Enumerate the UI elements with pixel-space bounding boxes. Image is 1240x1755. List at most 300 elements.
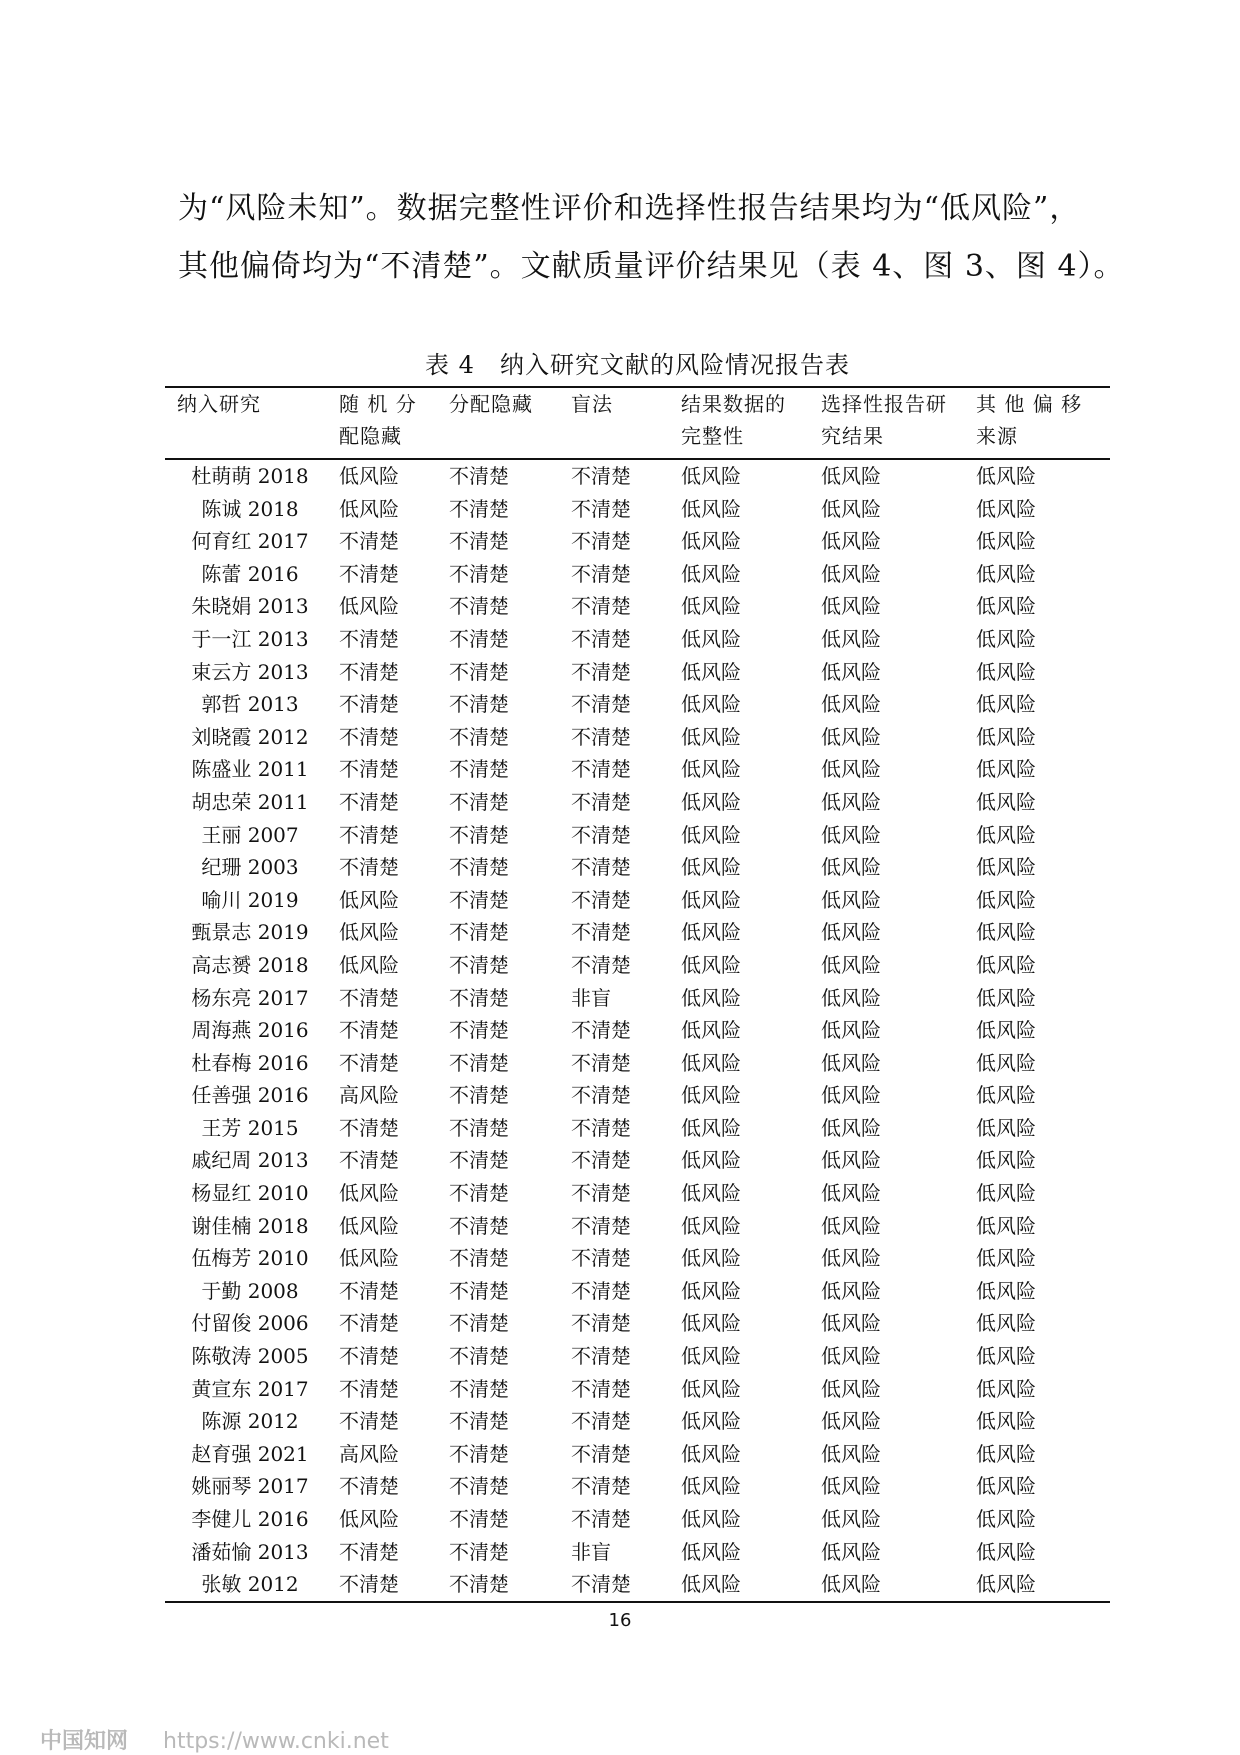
cell-study: 刘晓霞 2012 bbox=[191, 724, 309, 749]
cell-random-sequence: 不清楚 bbox=[339, 1409, 399, 1434]
cell-study: 胡忠荣 2011 bbox=[191, 789, 309, 814]
cell-study: 于一江 2013 bbox=[191, 626, 309, 651]
cell-random-sequence: 不清楚 bbox=[339, 1474, 399, 1499]
cell-allocation-concealment: 不清楚 bbox=[449, 1441, 509, 1466]
cell-selective-reporting: 低风险 bbox=[821, 1572, 881, 1597]
cell-other-bias: 低风险 bbox=[976, 1050, 1036, 1075]
cell-study: 陈源 2012 bbox=[201, 1409, 299, 1434]
table-row bbox=[165, 786, 1110, 819]
cell-allocation-concealment: 不清楚 bbox=[449, 724, 509, 749]
cell-allocation-concealment: 不清楚 bbox=[449, 1018, 509, 1043]
table-row bbox=[165, 1275, 1110, 1308]
cell-allocation-concealment: 不清楚 bbox=[449, 464, 509, 488]
cell-other-bias: 低风险 bbox=[976, 561, 1036, 586]
table-row bbox=[165, 721, 1110, 754]
cell-study: 戚纪周 2013 bbox=[191, 1148, 309, 1173]
cell-blinding: 不清楚 bbox=[571, 496, 631, 521]
cell-blinding: 不清楚 bbox=[571, 1344, 631, 1369]
cell-allocation-concealment: 不清楚 bbox=[449, 626, 509, 651]
cell-random-sequence: 不清楚 bbox=[339, 1050, 399, 1075]
cell-study: 付留俊 2006 bbox=[191, 1311, 309, 1336]
cell-study: 姚丽琴 2017 bbox=[191, 1474, 309, 1499]
cell-random-sequence: 不清楚 bbox=[339, 1539, 399, 1564]
cell-allocation-concealment: 不清楚 bbox=[449, 1344, 509, 1369]
cell-allocation-concealment: 不清楚 bbox=[449, 1539, 509, 1564]
cell-random-sequence: 不清楚 bbox=[339, 561, 399, 586]
cell-other-bias: 低风险 bbox=[976, 985, 1036, 1010]
cell-selective-reporting: 低风险 bbox=[821, 1344, 881, 1369]
cell-selective-reporting: 低风险 bbox=[821, 1474, 881, 1499]
cell-selective-reporting: 低风险 bbox=[821, 496, 881, 521]
cell-outcome-data: 低风险 bbox=[681, 1246, 741, 1271]
cell-other-bias: 低风险 bbox=[976, 1181, 1036, 1206]
cell-allocation-concealment: 不清楚 bbox=[449, 1246, 509, 1271]
risk-of-bias-table bbox=[165, 386, 1110, 1603]
table-row bbox=[165, 493, 1110, 526]
cell-allocation-concealment: 不清楚 bbox=[449, 757, 509, 782]
cell-random-sequence: 不清楚 bbox=[339, 985, 399, 1010]
cell-random-sequence: 不清楚 bbox=[339, 1572, 399, 1597]
cell-allocation-concealment: 不清楚 bbox=[449, 1115, 509, 1140]
cell-study: 束云方 2013 bbox=[191, 659, 309, 684]
cell-allocation-concealment: 不清楚 bbox=[449, 920, 509, 945]
cell-allocation-concealment: 不清楚 bbox=[449, 1213, 509, 1238]
cell-blinding: 不清楚 bbox=[571, 1018, 631, 1043]
cell-outcome-data: 低风险 bbox=[681, 952, 741, 977]
cell-other-bias: 低风险 bbox=[976, 952, 1036, 977]
cell-study: 任善强 2016 bbox=[191, 1083, 309, 1108]
cell-outcome-data: 低风险 bbox=[681, 1572, 741, 1597]
table-row bbox=[165, 1340, 1110, 1373]
cell-other-bias: 低风险 bbox=[976, 822, 1036, 847]
cell-blinding: 非盲 bbox=[571, 985, 611, 1010]
cell-blinding: 不清楚 bbox=[571, 1409, 631, 1434]
cell-other-bias: 低风险 bbox=[976, 920, 1036, 945]
header-line: 选择性报告研 bbox=[821, 392, 947, 416]
header-line: 盲法 bbox=[571, 392, 613, 416]
cell-outcome-data: 低风险 bbox=[681, 1181, 741, 1206]
cell-allocation-concealment: 不清楚 bbox=[449, 594, 509, 619]
cell-other-bias: 低风险 bbox=[976, 1148, 1036, 1173]
table-row bbox=[165, 884, 1110, 917]
cell-outcome-data: 低风险 bbox=[681, 659, 741, 684]
cell-allocation-concealment: 不清楚 bbox=[449, 1181, 509, 1206]
cell-selective-reporting: 低风险 bbox=[821, 1050, 881, 1075]
cell-outcome-data: 低风险 bbox=[681, 1278, 741, 1303]
table-row bbox=[165, 1503, 1110, 1536]
watermark-url: https://www.cnki.net bbox=[163, 1729, 389, 1754]
cell-outcome-data: 低风险 bbox=[681, 822, 741, 847]
cell-other-bias: 低风险 bbox=[976, 1539, 1036, 1564]
cell-random-sequence: 不清楚 bbox=[339, 724, 399, 749]
cell-blinding: 不清楚 bbox=[571, 1050, 631, 1075]
cell-other-bias: 低风险 bbox=[976, 496, 1036, 521]
cell-allocation-concealment: 不清楚 bbox=[449, 1083, 509, 1108]
paragraph-line-2: 其他偏倚均为“不清楚”。文献质量评价结果见（表 4、图 3、图 4）。 bbox=[178, 249, 1125, 284]
table-row bbox=[165, 1405, 1110, 1438]
table-row bbox=[165, 558, 1110, 591]
cell-blinding: 不清楚 bbox=[571, 1115, 631, 1140]
cell-other-bias: 低风险 bbox=[976, 887, 1036, 912]
cell-study: 杨显红 2010 bbox=[191, 1181, 309, 1206]
cell-outcome-data: 低风险 bbox=[681, 855, 741, 880]
cell-allocation-concealment: 不清楚 bbox=[449, 659, 509, 684]
cell-outcome-data: 低风险 bbox=[681, 1441, 741, 1466]
cell-blinding: 不清楚 bbox=[571, 855, 631, 880]
cell-selective-reporting: 低风险 bbox=[821, 626, 881, 651]
table-row bbox=[165, 1373, 1110, 1406]
cell-random-sequence: 不清楚 bbox=[339, 1311, 399, 1336]
cell-study: 赵育强 2021 bbox=[191, 1441, 309, 1466]
cell-random-sequence: 不清楚 bbox=[339, 692, 399, 717]
cell-allocation-concealment: 不清楚 bbox=[449, 952, 509, 977]
cell-allocation-concealment: 不清楚 bbox=[449, 855, 509, 880]
cell-outcome-data: 低风险 bbox=[681, 1539, 741, 1564]
table-caption: 表 4 纳入研究文献的风险情况报告表 bbox=[425, 351, 850, 379]
cell-study: 陈诚 2018 bbox=[201, 496, 299, 521]
paragraph-line-1: 为“风险未知”。数据完整性评价和选择性报告结果均为“低风险”， bbox=[178, 191, 1081, 226]
cell-allocation-concealment: 不清楚 bbox=[449, 1311, 509, 1336]
cell-selective-reporting: 低风险 bbox=[821, 464, 881, 488]
table-row bbox=[165, 1112, 1110, 1145]
cell-random-sequence: 高风险 bbox=[339, 1083, 399, 1108]
header-other-bias bbox=[972, 387, 1110, 459]
table-row bbox=[165, 1536, 1110, 1569]
cell-random-sequence: 不清楚 bbox=[339, 1018, 399, 1043]
table-row bbox=[165, 1210, 1110, 1243]
table-row bbox=[165, 753, 1110, 786]
table-row bbox=[165, 1177, 1110, 1210]
cell-other-bias: 低风险 bbox=[976, 1409, 1036, 1434]
cell-random-sequence: 低风险 bbox=[339, 920, 399, 945]
cell-selective-reporting: 低风险 bbox=[821, 1213, 881, 1238]
cell-blinding: 不清楚 bbox=[571, 594, 631, 619]
table-row bbox=[165, 916, 1110, 949]
cell-random-sequence: 低风险 bbox=[339, 1213, 399, 1238]
cell-allocation-concealment: 不清楚 bbox=[449, 692, 509, 717]
cell-selective-reporting: 低风险 bbox=[821, 920, 881, 945]
cell-blinding: 不清楚 bbox=[571, 1213, 631, 1238]
cell-other-bias: 低风险 bbox=[976, 1474, 1036, 1499]
table-row bbox=[165, 1438, 1110, 1471]
cell-random-sequence: 低风险 bbox=[339, 594, 399, 619]
header-line: 究结果 bbox=[821, 424, 884, 448]
cell-blinding: 非盲 bbox=[571, 1539, 611, 1564]
cell-selective-reporting: 低风险 bbox=[821, 1115, 881, 1140]
cell-blinding: 不清楚 bbox=[571, 529, 631, 554]
cell-outcome-data: 低风险 bbox=[681, 594, 741, 619]
table-row bbox=[165, 851, 1110, 884]
cell-outcome-data: 低风险 bbox=[681, 1409, 741, 1434]
header-line: 来源 bbox=[976, 424, 1018, 448]
table-row bbox=[165, 949, 1110, 982]
cell-outcome-data: 低风险 bbox=[681, 529, 741, 554]
cell-other-bias: 低风险 bbox=[976, 1278, 1036, 1303]
cell-blinding: 不清楚 bbox=[571, 1376, 631, 1401]
cell-other-bias: 低风险 bbox=[976, 1344, 1036, 1369]
cell-allocation-concealment: 不清楚 bbox=[449, 1409, 509, 1434]
cell-blinding: 不清楚 bbox=[571, 1181, 631, 1206]
cell-selective-reporting: 低风险 bbox=[821, 822, 881, 847]
cell-other-bias: 低风险 bbox=[976, 692, 1036, 717]
header-line: 其 他 偏 移 bbox=[976, 392, 1083, 416]
table-row bbox=[165, 1014, 1110, 1047]
cell-outcome-data: 低风险 bbox=[681, 1507, 741, 1531]
header-outcome-data bbox=[677, 387, 817, 459]
cell-study: 王芳 2015 bbox=[201, 1115, 299, 1140]
cell-blinding: 不清楚 bbox=[571, 1148, 631, 1173]
cell-outcome-data: 低风险 bbox=[681, 1115, 741, 1140]
cell-blinding: 不清楚 bbox=[571, 822, 631, 847]
header-line: 配隐藏 bbox=[339, 424, 402, 448]
cell-random-sequence: 不清楚 bbox=[339, 757, 399, 782]
cell-blinding: 不清楚 bbox=[571, 1083, 631, 1108]
cell-study: 李健儿 2016 bbox=[191, 1507, 309, 1531]
cell-outcome-data: 低风险 bbox=[681, 1018, 741, 1043]
cell-random-sequence: 不清楚 bbox=[339, 626, 399, 651]
cell-study: 杜萌萌 2018 bbox=[191, 464, 309, 488]
cell-blinding: 不清楚 bbox=[571, 1507, 631, 1531]
table-row bbox=[165, 819, 1110, 852]
cell-other-bias: 低风险 bbox=[976, 1246, 1036, 1271]
cell-blinding: 不清楚 bbox=[571, 952, 631, 977]
cell-outcome-data: 低风险 bbox=[681, 985, 741, 1010]
table-row bbox=[165, 525, 1110, 558]
cell-study: 张敏 2012 bbox=[201, 1572, 299, 1597]
header-line: 结果数据的 bbox=[681, 392, 786, 416]
cell-selective-reporting: 低风险 bbox=[821, 789, 881, 814]
cell-selective-reporting: 低风险 bbox=[821, 952, 881, 977]
cell-blinding: 不清楚 bbox=[571, 659, 631, 684]
header-study bbox=[165, 387, 335, 459]
table-header-row bbox=[165, 387, 1110, 459]
cell-outcome-data: 低风险 bbox=[681, 724, 741, 749]
cell-random-sequence: 不清楚 bbox=[339, 855, 399, 880]
cell-blinding: 不清楚 bbox=[571, 561, 631, 586]
cell-outcome-data: 低风险 bbox=[681, 464, 741, 488]
cell-outcome-data: 低风险 bbox=[681, 496, 741, 521]
cell-study: 杨东亮 2017 bbox=[191, 985, 309, 1010]
cell-allocation-concealment: 不清楚 bbox=[449, 1148, 509, 1173]
cell-study: 陈蕾 2016 bbox=[201, 561, 299, 586]
cell-other-bias: 低风险 bbox=[976, 1507, 1036, 1531]
cell-random-sequence: 不清楚 bbox=[339, 822, 399, 847]
cell-blinding: 不清楚 bbox=[571, 1246, 631, 1271]
cell-selective-reporting: 低风险 bbox=[821, 1507, 881, 1531]
header-line: 分配隐藏 bbox=[449, 392, 533, 416]
cell-selective-reporting: 低风险 bbox=[821, 1018, 881, 1043]
table-row bbox=[165, 1568, 1110, 1602]
cell-other-bias: 低风险 bbox=[976, 789, 1036, 814]
watermark-logo: 中国知网 bbox=[40, 1729, 129, 1754]
cell-other-bias: 低风险 bbox=[976, 529, 1036, 554]
cell-blinding: 不清楚 bbox=[571, 1572, 631, 1597]
cell-random-sequence: 不清楚 bbox=[339, 529, 399, 554]
body-paragraph bbox=[178, 180, 1125, 296]
cell-random-sequence: 不清楚 bbox=[339, 789, 399, 814]
cell-study: 王丽 2007 bbox=[201, 822, 299, 847]
cell-selective-reporting: 低风险 bbox=[821, 724, 881, 749]
header-line: 纳入研究 bbox=[177, 392, 261, 416]
cell-random-sequence: 不清楚 bbox=[339, 1344, 399, 1369]
cell-blinding: 不清楚 bbox=[571, 464, 631, 488]
cell-other-bias: 低风险 bbox=[976, 757, 1036, 782]
cell-selective-reporting: 低风险 bbox=[821, 1409, 881, 1434]
cell-blinding: 不清楚 bbox=[571, 920, 631, 945]
cell-selective-reporting: 低风险 bbox=[821, 1148, 881, 1173]
cell-allocation-concealment: 不清楚 bbox=[449, 789, 509, 814]
cell-outcome-data: 低风险 bbox=[681, 1213, 741, 1238]
cell-other-bias: 低风险 bbox=[976, 1376, 1036, 1401]
cell-study: 黄宣东 2017 bbox=[191, 1376, 309, 1401]
cell-other-bias: 低风险 bbox=[976, 1572, 1036, 1597]
cell-random-sequence: 不清楚 bbox=[339, 1278, 399, 1303]
cell-other-bias: 低风险 bbox=[976, 1441, 1036, 1466]
cell-outcome-data: 低风险 bbox=[681, 887, 741, 912]
cell-random-sequence: 不清楚 bbox=[339, 1148, 399, 1173]
header-blinding bbox=[567, 387, 677, 459]
cell-selective-reporting: 低风险 bbox=[821, 594, 881, 619]
header-line: 随 机 分 bbox=[339, 392, 417, 416]
cell-study: 纪珊 2003 bbox=[201, 855, 299, 880]
cell-study: 于勤 2008 bbox=[201, 1278, 299, 1303]
table-row bbox=[165, 1144, 1110, 1177]
cell-selective-reporting: 低风险 bbox=[821, 1539, 881, 1564]
cell-allocation-concealment: 不清楚 bbox=[449, 561, 509, 586]
cell-study: 陈盛业 2011 bbox=[191, 757, 309, 782]
cell-outcome-data: 低风险 bbox=[681, 1050, 741, 1075]
cell-selective-reporting: 低风险 bbox=[821, 887, 881, 912]
cell-study: 伍梅芳 2010 bbox=[191, 1246, 309, 1271]
table-row bbox=[165, 1079, 1110, 1112]
cell-blinding: 不清楚 bbox=[571, 692, 631, 717]
table-row bbox=[165, 1470, 1110, 1503]
table-row bbox=[165, 1047, 1110, 1080]
cell-blinding: 不清楚 bbox=[571, 724, 631, 749]
cell-study: 潘茹愉 2013 bbox=[191, 1539, 309, 1564]
cell-selective-reporting: 低风险 bbox=[821, 1083, 881, 1108]
cell-allocation-concealment: 不清楚 bbox=[449, 887, 509, 912]
header-selective-reporting bbox=[817, 387, 972, 459]
cell-selective-reporting: 低风险 bbox=[821, 529, 881, 554]
cell-outcome-data: 低风险 bbox=[681, 626, 741, 651]
header-allocation-concealment bbox=[445, 387, 567, 459]
cell-allocation-concealment: 不清楚 bbox=[449, 529, 509, 554]
cell-selective-reporting: 低风险 bbox=[821, 757, 881, 782]
cell-selective-reporting: 低风险 bbox=[821, 692, 881, 717]
cell-other-bias: 低风险 bbox=[976, 1115, 1036, 1140]
header-random-sequence bbox=[335, 387, 445, 459]
cell-outcome-data: 低风险 bbox=[681, 1376, 741, 1401]
cell-selective-reporting: 低风险 bbox=[821, 985, 881, 1010]
cell-random-sequence: 低风险 bbox=[339, 1181, 399, 1206]
cell-selective-reporting: 低风险 bbox=[821, 1278, 881, 1303]
table-row bbox=[165, 1242, 1110, 1275]
table-row bbox=[165, 688, 1110, 721]
cell-other-bias: 低风险 bbox=[976, 1083, 1036, 1108]
cell-other-bias: 低风险 bbox=[976, 1213, 1036, 1238]
cell-random-sequence: 低风险 bbox=[339, 887, 399, 912]
cell-study: 周海燕 2016 bbox=[191, 1018, 309, 1043]
cell-selective-reporting: 低风险 bbox=[821, 1181, 881, 1206]
cell-allocation-concealment: 不清楚 bbox=[449, 822, 509, 847]
cell-study: 何育红 2017 bbox=[191, 529, 309, 554]
cell-selective-reporting: 低风险 bbox=[821, 1441, 881, 1466]
cell-study: 高志赟 2018 bbox=[191, 952, 309, 977]
cell-other-bias: 低风险 bbox=[976, 594, 1036, 619]
cell-allocation-concealment: 不清楚 bbox=[449, 1278, 509, 1303]
cell-allocation-concealment: 不清楚 bbox=[449, 1376, 509, 1401]
cell-study: 谢佳楠 2018 bbox=[191, 1213, 309, 1238]
cell-selective-reporting: 低风险 bbox=[821, 1311, 881, 1336]
cell-allocation-concealment: 不清楚 bbox=[449, 1572, 509, 1597]
cell-other-bias: 低风险 bbox=[976, 464, 1036, 488]
cell-random-sequence: 不清楚 bbox=[339, 659, 399, 684]
cell-other-bias: 低风险 bbox=[976, 659, 1036, 684]
cell-other-bias: 低风险 bbox=[976, 1018, 1036, 1043]
cell-outcome-data: 低风险 bbox=[681, 757, 741, 782]
watermark bbox=[40, 1724, 389, 1754]
page-number: 16 bbox=[608, 1610, 632, 1631]
cell-other-bias: 低风险 bbox=[976, 724, 1036, 749]
table-row bbox=[165, 623, 1110, 656]
cell-study: 陈敬涛 2005 bbox=[191, 1344, 309, 1369]
cell-blinding: 不清楚 bbox=[571, 757, 631, 782]
cell-study: 杜春梅 2016 bbox=[191, 1050, 309, 1075]
cell-outcome-data: 低风险 bbox=[681, 561, 741, 586]
cell-outcome-data: 低风险 bbox=[681, 920, 741, 945]
cell-blinding: 不清楚 bbox=[571, 626, 631, 651]
cell-random-sequence: 低风险 bbox=[339, 952, 399, 977]
cell-random-sequence: 不清楚 bbox=[339, 1376, 399, 1401]
cell-allocation-concealment: 不清楚 bbox=[449, 1050, 509, 1075]
cell-study: 朱晓娟 2013 bbox=[191, 594, 309, 619]
table-row bbox=[165, 590, 1110, 623]
cell-outcome-data: 低风险 bbox=[681, 1148, 741, 1173]
table-row bbox=[165, 982, 1110, 1015]
cell-random-sequence: 高风险 bbox=[339, 1441, 399, 1466]
table-row bbox=[165, 656, 1110, 689]
table-row bbox=[165, 459, 1110, 493]
header-line: 完整性 bbox=[681, 424, 744, 448]
cell-selective-reporting: 低风险 bbox=[821, 1376, 881, 1401]
cell-allocation-concealment: 不清楚 bbox=[449, 496, 509, 521]
cell-allocation-concealment: 不清楚 bbox=[449, 1507, 509, 1531]
cell-selective-reporting: 低风险 bbox=[821, 1246, 881, 1271]
cell-random-sequence: 低风险 bbox=[339, 496, 399, 521]
cell-random-sequence: 低风险 bbox=[339, 1246, 399, 1271]
cell-blinding: 不清楚 bbox=[571, 887, 631, 912]
cell-blinding: 不清楚 bbox=[571, 789, 631, 814]
cell-allocation-concealment: 不清楚 bbox=[449, 985, 509, 1010]
cell-selective-reporting: 低风险 bbox=[821, 659, 881, 684]
cell-blinding: 不清楚 bbox=[571, 1441, 631, 1466]
cell-outcome-data: 低风险 bbox=[681, 1311, 741, 1336]
table-row bbox=[165, 1307, 1110, 1340]
cell-allocation-concealment: 不清楚 bbox=[449, 1474, 509, 1499]
cell-outcome-data: 低风险 bbox=[681, 1083, 741, 1108]
cell-outcome-data: 低风险 bbox=[681, 789, 741, 814]
table-body bbox=[165, 459, 1110, 1602]
cell-random-sequence: 低风险 bbox=[339, 1507, 399, 1531]
cell-study: 甄景志 2019 bbox=[191, 920, 309, 945]
cell-other-bias: 低风险 bbox=[976, 855, 1036, 880]
cell-other-bias: 低风险 bbox=[976, 626, 1036, 651]
cell-random-sequence: 不清楚 bbox=[339, 1115, 399, 1140]
cell-blinding: 不清楚 bbox=[571, 1474, 631, 1499]
cell-outcome-data: 低风险 bbox=[681, 1344, 741, 1369]
cell-study: 郭哲 2013 bbox=[201, 692, 299, 717]
